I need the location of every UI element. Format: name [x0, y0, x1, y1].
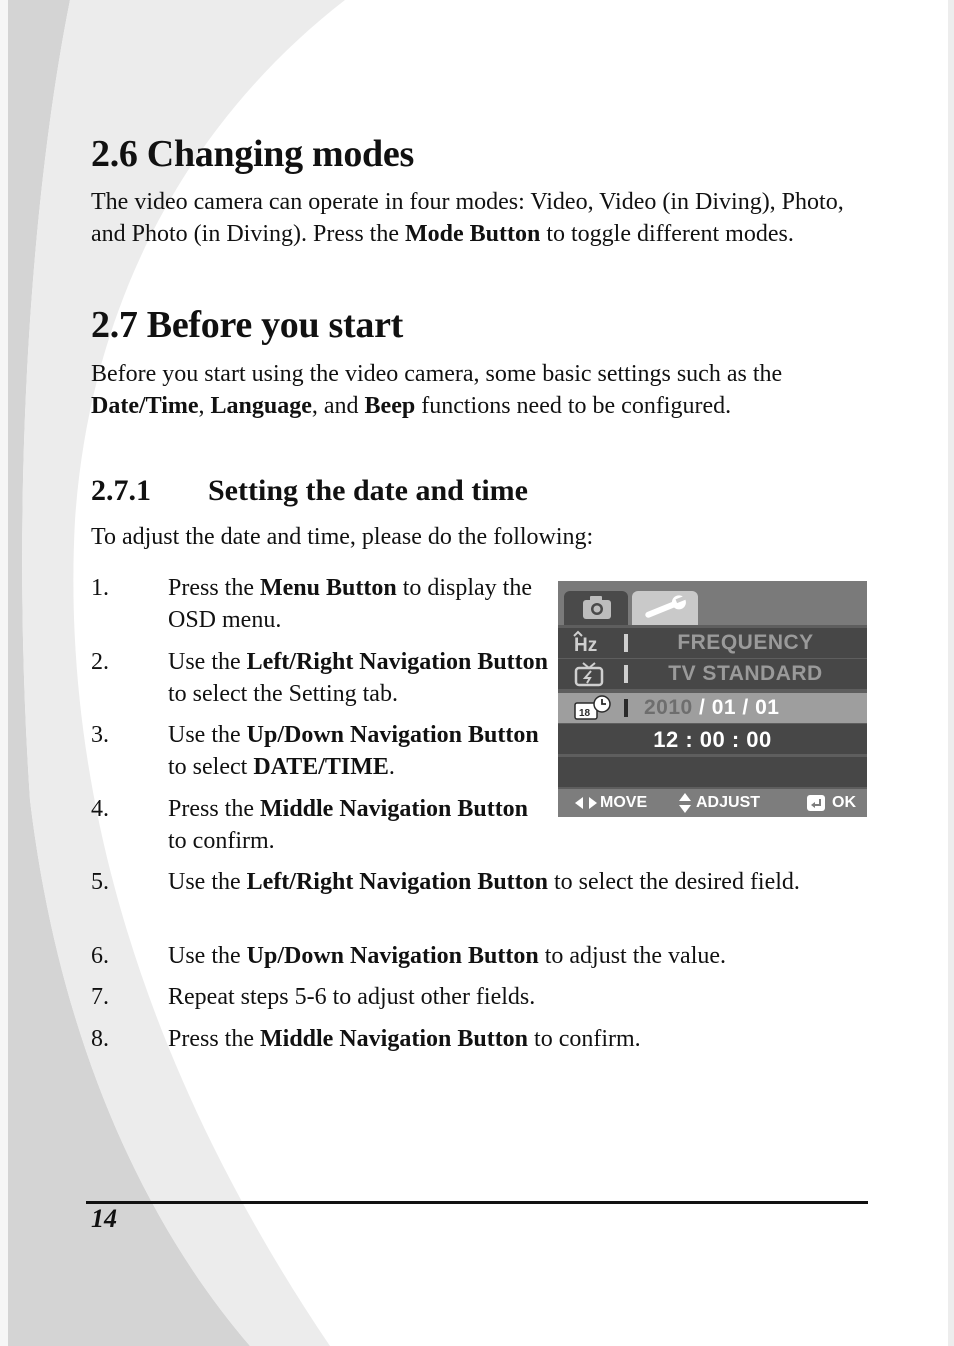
step-post: to confirm.	[168, 828, 275, 854]
osd-row-date	[558, 693, 867, 723]
step-bold: DATE/TIME	[253, 754, 389, 780]
osd-row-time	[558, 724, 867, 754]
svg-text:18: 18	[579, 708, 591, 719]
step-post: to select the desired field.	[548, 869, 800, 895]
up-down-arrows-icon	[678, 792, 692, 814]
wrench-icon	[632, 591, 698, 625]
enter-icon	[806, 794, 826, 812]
para-bold-date-time: Date/Time	[91, 393, 199, 419]
step-number: 5.	[91, 869, 109, 895]
para-bold-mode-button: Mode Button	[404, 221, 541, 247]
step-text	[168, 572, 548, 636]
para-text: The video camera can operate in four modes: Video, Video (in Diving), Photo, and Photo (in Diving). Press the	[91, 189, 844, 247]
osd-footer-move: MOVE	[600, 794, 648, 811]
camera-icon	[564, 591, 628, 625]
step-post: to select	[168, 754, 254, 780]
osd-separator	[624, 665, 628, 683]
para-text: ,	[198, 393, 211, 419]
step-number: 3.	[91, 722, 109, 748]
step-bold: Up/Down Navigation Button	[246, 722, 539, 748]
step-pre: Use the	[168, 869, 247, 895]
step-bold: Middle Navigation Button	[260, 796, 529, 822]
step-bold: Menu Button	[260, 575, 397, 601]
osd-footer	[558, 789, 867, 817]
heading-2-7-1	[91, 474, 528, 507]
step-post: .	[388, 754, 395, 780]
step-post: to select the Setting tab.	[168, 681, 398, 707]
step-bold: Middle Navigation Button	[260, 1026, 529, 1052]
osd-tab-photo	[564, 591, 628, 625]
step-number: 2.	[91, 649, 109, 675]
osd-date-year: 2010	[644, 696, 693, 719]
step-pre: Press the	[168, 575, 260, 601]
osd-footer-adjust: ADJUST	[696, 794, 761, 811]
intro-text: To adjust the date and time, please do the following:	[91, 524, 594, 550]
step-post: to adjust the value.	[538, 943, 727, 969]
osd-label-frequency: FREQUENCY	[677, 631, 814, 654]
osd-date-value	[644, 696, 853, 720]
osd-row-frequency	[558, 628, 867, 658]
osd-tab-setting	[632, 591, 698, 625]
step-pre: Press the	[168, 1026, 260, 1052]
paragraph-before-you-start	[91, 358, 871, 422]
step-number: 7.	[91, 984, 109, 1010]
subsection-title: Setting the date and time	[208, 474, 528, 507]
subsection-number: 2.7.1	[91, 474, 151, 507]
step-bold: Left/Right Navigation Button	[246, 869, 549, 895]
step-text	[168, 981, 858, 1013]
step-post: to confirm.	[528, 1026, 641, 1052]
osd-time-value: 12 : 00 : 00	[653, 727, 772, 752]
step-pre: Use the	[168, 649, 247, 675]
heading-2-6: 2.6 Changing modes	[91, 133, 414, 175]
osd-footer-ok: OK	[832, 794, 856, 811]
svg-text:Hz: Hz	[574, 635, 598, 656]
paragraph-changing-modes	[91, 186, 871, 250]
heading-2-7: 2.7 Before you start	[91, 304, 404, 346]
step-text	[168, 719, 548, 783]
osd-separator	[624, 634, 628, 652]
tv-icon	[572, 661, 616, 687]
para-text: functions need to be configured.	[415, 393, 732, 419]
step-text	[168, 940, 858, 972]
left-right-arrows-icon	[574, 795, 598, 811]
para-text: to toggle different modes.	[540, 221, 794, 247]
osd-row-tv-standard	[558, 659, 867, 689]
step-text	[168, 1023, 858, 1055]
step-number: 4.	[91, 796, 109, 822]
step-number: 6.	[91, 943, 109, 969]
step-pre: Press the	[168, 796, 260, 822]
step-text	[168, 793, 548, 857]
step-number: 8.	[91, 1026, 109, 1052]
step-pre: Use the	[168, 722, 247, 748]
step-pre: Use the	[168, 943, 247, 969]
osd-menu-screenshot	[558, 581, 867, 817]
step-bold: Up/Down Navigation Button	[246, 943, 539, 969]
step-text	[168, 646, 548, 710]
para-bold-language: Language	[210, 393, 312, 419]
step-bold: Left/Right Navigation Button	[246, 649, 549, 675]
para-bold-beep: Beep	[364, 393, 416, 419]
osd-tab-bar	[558, 581, 867, 625]
para-text: Before you start using the video camera, some basic settings such as the	[91, 361, 783, 387]
page-number: 14	[91, 1204, 117, 1233]
step-text	[168, 866, 858, 898]
osd-label-tv-standard: TV STANDARD	[668, 662, 823, 685]
step-post: to display the OSD menu.	[168, 575, 533, 633]
osd-row-empty	[558, 757, 867, 787]
para-text: , and	[311, 393, 365, 419]
hz-icon	[572, 630, 616, 656]
osd-date-month-day: / 01 / 01	[692, 696, 780, 719]
step-pre: Repeat steps 5-6 to adjust other fields.	[168, 984, 536, 1010]
osd-separator	[624, 699, 628, 717]
step-number: 1.	[91, 575, 109, 601]
footer-rule	[86, 1201, 868, 1204]
calendar-clock-icon	[572, 695, 616, 721]
